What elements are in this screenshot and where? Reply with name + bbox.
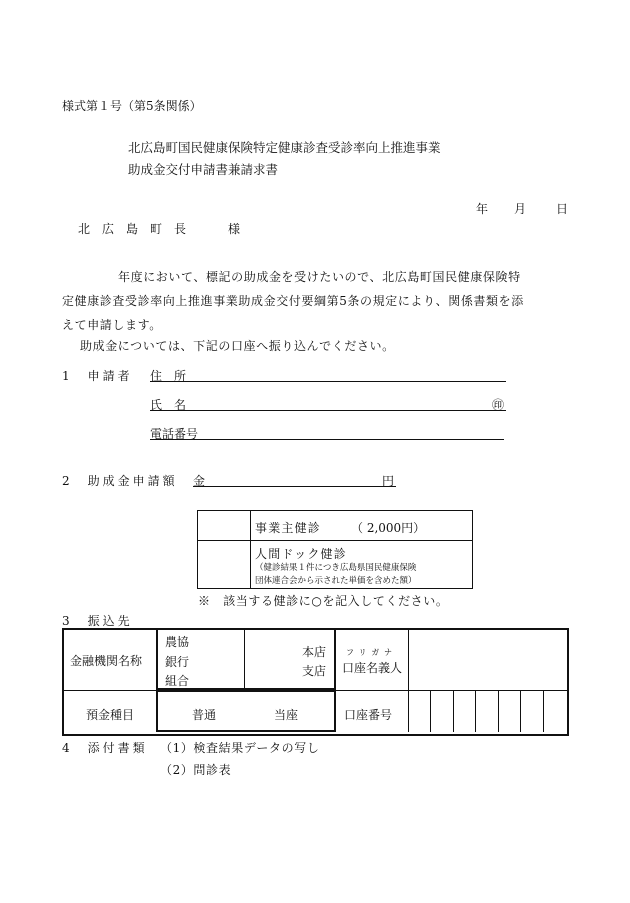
branch-main: 本店 [302, 645, 327, 659]
date-day: 日 [556, 202, 569, 216]
holder-field[interactable] [410, 630, 565, 690]
form-number: 様式第１号（第5条関係） [62, 99, 202, 113]
account-number-label: 口座番号 [344, 708, 393, 722]
checkup-mark-cell-1[interactable] [198, 511, 251, 541]
checkup-row-employer [251, 511, 473, 541]
name-field[interactable] [150, 410, 506, 411]
deposit-label: 預金種目 [86, 708, 135, 722]
branch-sub: 支店 [302, 664, 327, 678]
type-union: 組合 [165, 674, 190, 688]
body-text-line2: 定健康診査受診率向上推進事業助成金交付要綱第5条の規定により、関係書類を添 [62, 294, 524, 308]
checkup-instruction: ※ 該当する健診に○を記入してください。 [198, 594, 449, 608]
checkup-row-dock [251, 541, 473, 589]
date-year: 年 [476, 202, 489, 216]
section3-label: 3 振込先 [62, 614, 133, 628]
holder-label: 口座名義人 [342, 661, 403, 675]
section2-label: 2 助成金申請額 [62, 474, 178, 488]
section4-label: 4 添付書類 [62, 741, 148, 755]
section1-label: 1 申請者 [62, 369, 133, 383]
institution-label: 金融機関名称 [70, 654, 143, 668]
attachment-item-1: （1）検査結果データの写し [160, 741, 320, 755]
date-month: 月 [514, 202, 527, 216]
body-text-line4: 助成金については、下記の口座へ振り込んでください。 [80, 339, 395, 353]
body-text-line1: 年度において、標記の助成金を受けたいので、北広島町国民健康保険特 [118, 270, 521, 284]
addressee-name: 北 広 島 町 長 [78, 222, 187, 236]
bank-table [62, 628, 567, 734]
checkup-mark-cell-2[interactable] [198, 541, 251, 589]
checkup-dock-label: 人間ドック健診 [255, 547, 347, 561]
form-title-line2: 助成金交付申請書兼請求書 [128, 162, 279, 177]
furigana-label: フリガナ [346, 648, 397, 657]
amount-prefix: 金 [193, 474, 206, 488]
checkup-dock-note-1: （健診結果１件につき広島県国民健康保険 [255, 563, 417, 573]
account-number-field[interactable] [408, 690, 565, 732]
name-label: 氏 名 [150, 398, 187, 412]
seal-mark: ㊞ [492, 398, 505, 412]
attachment-item-2: （2）問診表 [160, 763, 232, 777]
type-bank: 銀行 [165, 655, 190, 669]
type-nokyo: 農協 [165, 635, 190, 649]
address-field[interactable] [150, 381, 506, 382]
deposit-type-field[interactable] [156, 690, 336, 732]
phone-field[interactable] [150, 439, 504, 440]
amount-suffix: 円 [382, 474, 395, 488]
amount-field[interactable] [193, 486, 396, 487]
deposit-checking: 当座 [274, 708, 299, 722]
checkup-employer-amount: （ 2,000円） [351, 521, 426, 535]
phone-label: 電話番号 [150, 427, 199, 441]
deposit-ordinary: 普通 [192, 708, 217, 722]
body-text-line3: えて申請します。 [62, 318, 162, 332]
checkup-employer-label: 事業主健診 [255, 521, 322, 535]
form-title-line1: 北広島町国民健康保険特定健康診査受診率向上推進事業 [128, 140, 441, 155]
checkup-dock-note-2: 団体連合会から示された単価を含めた額） [255, 576, 417, 586]
addressee-honorific: 様 [228, 222, 241, 236]
address-label: 住 所 [150, 369, 187, 383]
checkup-table [197, 510, 473, 589]
